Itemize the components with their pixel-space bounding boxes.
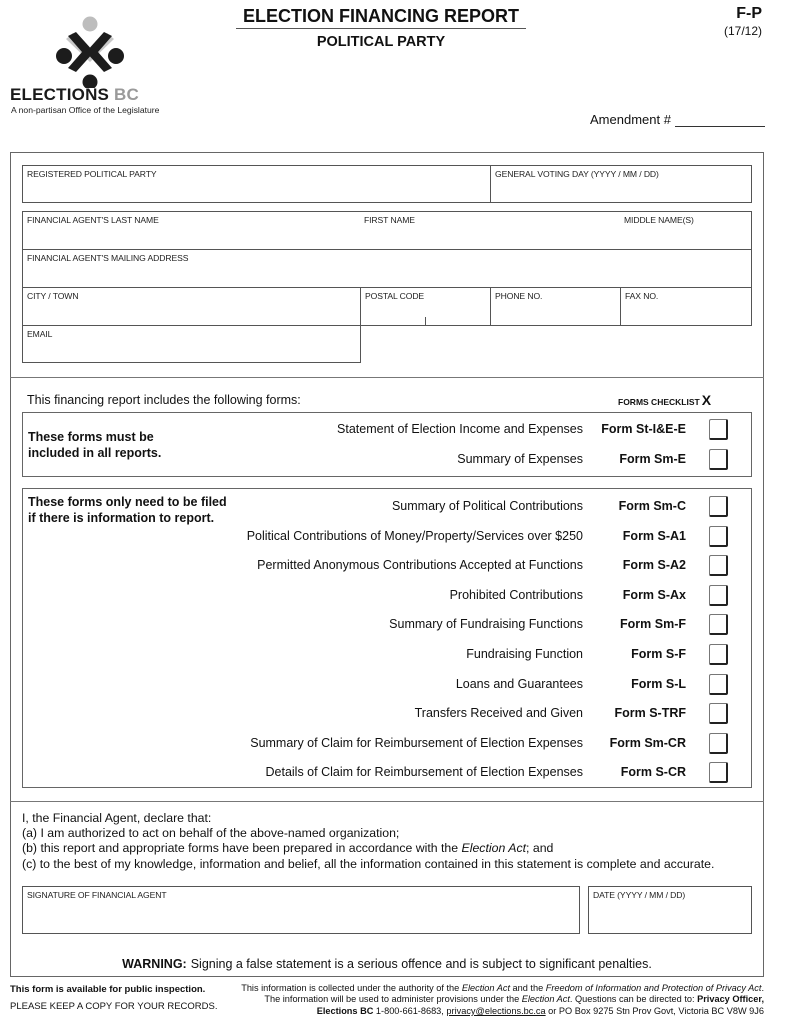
mailing-address-input[interactable]: [27, 266, 747, 284]
form-row: Political Contributions of Money/Property/Services over $250 Form S-A1: [23, 526, 753, 548]
form-row: Statement of Election Income and Expenses Form St-I&E-E: [23, 419, 753, 441]
form-row: Summary of Political Contributions Form Sm-C: [23, 496, 753, 518]
signature-date-input[interactable]: [593, 912, 747, 930]
last-name-field[interactable]: FINANCIAL AGENT'S LAST NAME: [22, 211, 361, 250]
checklist-mark: X: [701, 392, 712, 408]
form-checkbox[interactable]: [709, 733, 728, 754]
postal-code-field[interactable]: POSTAL CODE: [360, 287, 491, 326]
first-name-input[interactable]: [364, 228, 617, 246]
required-forms-box: [22, 412, 752, 477]
declaration-text: I, the Financial Agent, declare that: (a) I am authorized to act on behalf of the above-named organization; (b) this report and appropriate forms have been prepared in accordance with the Election Act; and (c) to the best of my knowledge, information and belief, all the information contained in this statement is complete and accurate.: [22, 811, 715, 871]
middle-names-input[interactable]: [624, 228, 747, 246]
form-row: Summary of Claim for Reimbursement of Election Expenses Form Sm-CR: [23, 733, 753, 755]
signature-date-field[interactable]: DATE (YYYY / MM / DD): [588, 886, 752, 934]
form-row: Loans and Guarantees Form S-L: [23, 674, 753, 696]
form-row: Permitted Anonymous Contributions Accepted at Functions Form S-A2: [23, 555, 753, 577]
form-row: Fundraising Function Form S-F: [23, 644, 753, 666]
postal-code-divider-tick: [425, 317, 426, 325]
form-code: F-P: [736, 5, 762, 22]
warning-label: WARNING:: [122, 957, 187, 971]
form-checkbox[interactable]: [709, 496, 728, 517]
signature-field[interactable]: SIGNATURE OF FINANCIAL AGENT: [22, 886, 580, 934]
form-row: Details of Claim for Reimbursement of Election Expenses Form S-CR: [23, 762, 753, 784]
form-checkbox[interactable]: [709, 762, 728, 783]
amendment-row: [590, 112, 765, 127]
registered-party-input[interactable]: [27, 181, 486, 199]
privacy-notice: This information is collected under the authority of the Election Act and the Freedom of Information and Protection of Privacy Act. The information will be used to administer provisions under the Election Act. Questions can be directed to: Privacy Officer, Elections BC 1-800-661-8683, privacy@elections.bc.ca or PO Box 9275 Stn Prov Govt, Victoria BC V8W 9J6: [241, 983, 764, 1016]
form-checkbox[interactable]: [709, 703, 728, 724]
form-row: Prohibited Contributions Form S-Ax: [23, 585, 753, 607]
form-checkbox[interactable]: [709, 585, 728, 606]
form-checkbox[interactable]: [709, 449, 728, 470]
phone-input[interactable]: [495, 304, 616, 322]
city-input[interactable]: [27, 304, 356, 322]
form-version: (17/12): [723, 24, 762, 38]
required-forms-note: These forms must be included in all reports.: [28, 430, 162, 460]
public-inspection-note: This form is available for public inspection.: [10, 984, 206, 995]
city-field[interactable]: CITY / TOWN: [22, 287, 361, 326]
form-checkbox[interactable]: [709, 674, 728, 695]
form-row: Transfers Received and Given Form S-TRF: [23, 703, 753, 725]
amendment-label: Amendment #: [590, 112, 671, 127]
privacy-email-link[interactable]: privacy@elections.bc.ca: [446, 1005, 546, 1016]
middle-names-field[interactable]: MIDDLE NAME(S): [620, 211, 752, 250]
section-divider: [10, 801, 764, 802]
elections-bc-emblem-icon: [10, 8, 160, 88]
fax-field[interactable]: FAX NO.: [620, 287, 752, 326]
forms-checklist-header: FORMS CHECKLIST X: [618, 392, 712, 408]
fax-input[interactable]: [625, 304, 747, 322]
email-input[interactable]: [27, 341, 356, 359]
signature-input[interactable]: [27, 912, 575, 930]
voting-day-field[interactable]: GENERAL VOTING DAY (YYYY / MM / DD): [490, 165, 752, 203]
optional-forms-box: [22, 488, 752, 788]
form-row: Summary of Fundraising Functions Form Sm-F: [23, 614, 753, 636]
phone-field[interactable]: PHONE NO.: [490, 287, 621, 326]
warning-notice: WARNING: Signing a false statement is a serious offence and is subject to significant penalties.: [122, 957, 652, 971]
keep-copy-note: PLEASE KEEP A COPY FOR YOUR RECORDS.: [10, 1001, 218, 1012]
logo-wordmark: ELECTIONS BC: [10, 85, 139, 104]
form-checkbox[interactable]: [709, 526, 728, 547]
form-checkbox[interactable]: [709, 614, 728, 635]
email-field[interactable]: EMAIL: [22, 325, 361, 363]
page-subtitle: POLITICAL PARTY: [316, 34, 446, 50]
form-checkbox[interactable]: [709, 644, 728, 665]
voting-day-input[interactable]: [495, 181, 747, 199]
amendment-number-field[interactable]: [675, 114, 765, 127]
mailing-address-field[interactable]: FINANCIAL AGENT'S MAILING ADDRESS: [22, 249, 752, 288]
last-name-input[interactable]: [27, 228, 357, 246]
page-title: ELECTION FINANCING REPORT: [236, 6, 526, 29]
first-name-field[interactable]: FIRST NAME: [360, 211, 621, 250]
logo-tagline: A non-partisan Office of the Legislature: [11, 105, 160, 115]
forms-intro: This financing report includes the following forms:: [27, 393, 301, 407]
form-checkbox[interactable]: [709, 419, 728, 440]
section-divider: [10, 377, 764, 378]
form-row: Summary of Expenses Form Sm-E: [23, 449, 753, 471]
form-checkbox[interactable]: [709, 555, 728, 576]
optional-forms-note: These forms only need to be filed if there is information to report.: [28, 495, 227, 525]
registered-party-field[interactable]: REGISTERED POLITICAL PARTY: [22, 165, 491, 203]
